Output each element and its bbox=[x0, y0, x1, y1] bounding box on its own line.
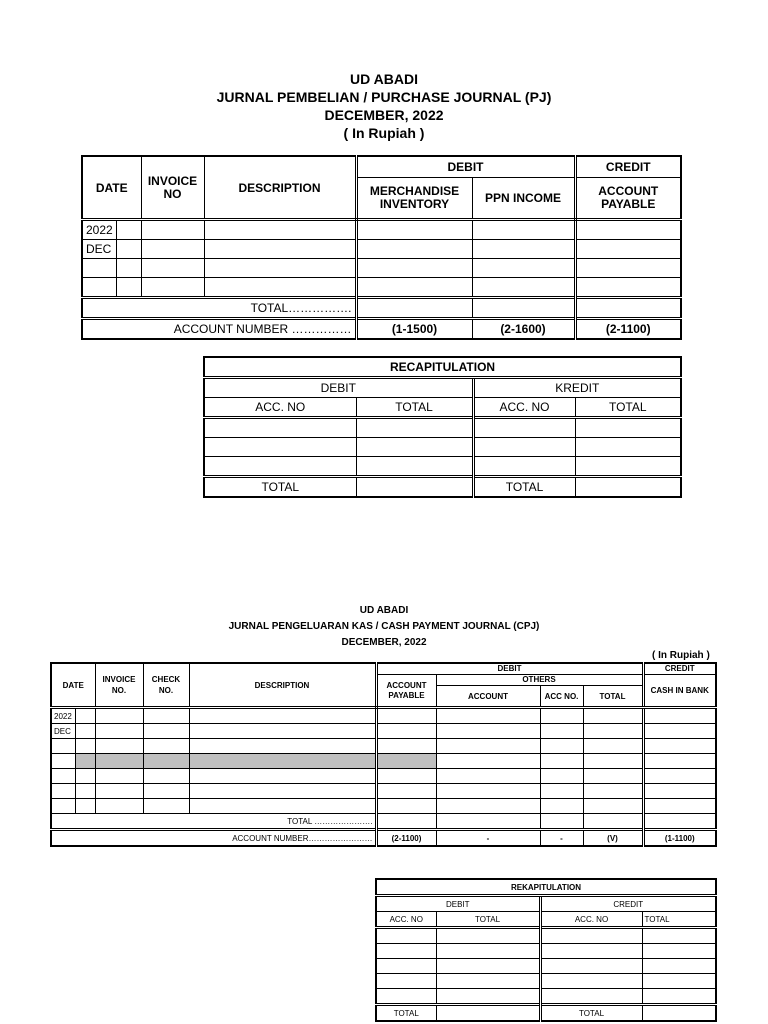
cpj-col-total: TOTAL bbox=[583, 686, 643, 708]
row-date: DEC bbox=[51, 724, 75, 739]
recap2-footer-total-right: TOTAL bbox=[540, 1005, 642, 1022]
table-row bbox=[82, 220, 681, 240]
table-row bbox=[82, 240, 681, 259]
table-row bbox=[204, 418, 681, 438]
cpj-title: JURNAL PENGELUARAN KAS / CASH PAYMENT JOURNAL (CPJ) bbox=[228, 621, 540, 632]
cpj-col-credit: CREDIT bbox=[643, 663, 716, 675]
col-ppn-income: PPN INCOME bbox=[472, 178, 575, 220]
cpj-col-account: ACCOUNT bbox=[436, 686, 540, 708]
cpj-col-description: DESCRIPTION bbox=[189, 663, 376, 708]
recap-kredit: KREDIT bbox=[473, 378, 681, 398]
row-date: 2022 bbox=[82, 220, 116, 240]
pj-currency: ( In Rupiah ) bbox=[343, 125, 425, 141]
col-date: DATE bbox=[82, 156, 141, 220]
cpj-acc-account: - bbox=[436, 830, 540, 847]
recap2-debit: DEBIT bbox=[376, 896, 540, 912]
table-row bbox=[51, 769, 716, 784]
pj-company: UD ABADI bbox=[350, 71, 418, 87]
account-number-row bbox=[82, 319, 681, 340]
recap2-credit-total: TOTAL bbox=[642, 912, 716, 928]
cpj-col-cash-in-bank: CASH IN BANK bbox=[643, 675, 716, 708]
pj-title: JURNAL PEMBELIAN / PURCHASE JOURNAL (PJ) bbox=[216, 89, 552, 105]
recap-title: RECAPITULATION bbox=[204, 357, 681, 378]
recap-footer-total-right: TOTAL bbox=[473, 477, 575, 498]
recap2-debit-acc-no: ACC. NO bbox=[376, 912, 436, 928]
total-row bbox=[51, 814, 716, 830]
table-row bbox=[376, 928, 716, 944]
table-row bbox=[51, 754, 716, 769]
cpj-acc-cash-in-bank: (1-1100) bbox=[643, 830, 716, 847]
cpj-period: DECEMBER, 2022 bbox=[341, 637, 427, 648]
table-row bbox=[82, 278, 681, 298]
pj-header bbox=[0, 70, 768, 142]
col-debit: DEBIT bbox=[356, 156, 575, 178]
table-row bbox=[204, 438, 681, 457]
cpj-col-debit: DEBIT bbox=[376, 663, 643, 675]
cpj-total-label: TOTAL …………………. bbox=[51, 814, 376, 830]
account-number-row bbox=[51, 830, 716, 847]
table-row bbox=[376, 959, 716, 974]
acc-merchandise-inventory: (1-1500) bbox=[356, 319, 472, 340]
cpj-col-account-payable: ACCOUNT PAYABLE bbox=[376, 675, 436, 708]
row-date: DEC bbox=[82, 240, 116, 259]
table-row bbox=[51, 739, 716, 754]
recap-kredit-total: TOTAL bbox=[575, 398, 681, 418]
recap-kredit-acc-no: ACC. NO bbox=[473, 398, 575, 418]
table-row bbox=[51, 724, 716, 739]
total-label: TOTAL……………. bbox=[82, 298, 356, 319]
table-row bbox=[51, 708, 716, 724]
cpj-header bbox=[0, 603, 768, 651]
table-row bbox=[82, 259, 681, 278]
recap-debit-acc-no: ACC. NO bbox=[204, 398, 356, 418]
table-row bbox=[51, 799, 716, 814]
purchase-journal-table bbox=[81, 155, 682, 340]
table-row bbox=[204, 457, 681, 477]
col-invoice-no: INVOICE NO bbox=[141, 156, 204, 220]
recap2-credit: CREDIT bbox=[540, 896, 716, 912]
account-number-label: ACCOUNT NUMBER …………… bbox=[82, 319, 356, 340]
cpj-col-others: OTHERS bbox=[436, 675, 643, 686]
cpj-currency: ( In Rupiah ) bbox=[652, 650, 710, 661]
table-row bbox=[376, 989, 716, 1005]
recap2-footer-total-left: TOTAL bbox=[376, 1005, 436, 1022]
table-row bbox=[376, 944, 716, 959]
acc-account-payable: (2-1100) bbox=[575, 319, 681, 340]
recap-debit: DEBIT bbox=[204, 378, 473, 398]
cpj-acc-total: (V) bbox=[583, 830, 643, 847]
cpj-col-date: DATE bbox=[51, 663, 95, 708]
cpj-acc-acc-no: - bbox=[540, 830, 583, 847]
col-credit: CREDIT bbox=[575, 156, 681, 178]
cash-payment-journal-table bbox=[50, 662, 717, 847]
cpj-col-check-no: CHECK NO. bbox=[143, 663, 189, 708]
recap2-title: REKAPITULATION bbox=[376, 879, 716, 896]
recapitulation-table bbox=[203, 356, 682, 498]
col-merchandise-inventory: MERCHANDISE INVENTORY bbox=[356, 178, 472, 220]
col-account-payable: ACCOUNT PAYABLE bbox=[575, 178, 681, 220]
acc-ppn-income: (2-1600) bbox=[472, 319, 575, 340]
recap2-debit-total: TOTAL bbox=[436, 912, 540, 928]
col-description: DESCRIPTION bbox=[204, 156, 356, 220]
recap-footer-total-left: TOTAL bbox=[204, 477, 356, 498]
cpj-account-number-label: ACCOUNT NUMBER…………………… bbox=[51, 830, 376, 847]
cpj-acc-account-payable: (2-1100) bbox=[376, 830, 436, 847]
cpj-company: UD ABADI bbox=[359, 605, 409, 616]
total-row bbox=[82, 298, 681, 319]
recap-debit-total: TOTAL bbox=[356, 398, 473, 418]
cpj-col-invoice-no: INVOICE NO. bbox=[95, 663, 143, 708]
total-row bbox=[204, 477, 681, 498]
pj-period: DECEMBER, 2022 bbox=[324, 107, 444, 123]
rekapitulation-table bbox=[375, 878, 717, 1022]
total-row bbox=[376, 1005, 716, 1022]
cpj-col-acc-no: ACC NO. bbox=[540, 686, 583, 708]
row-date: 2022 bbox=[51, 708, 75, 724]
table-row bbox=[376, 974, 716, 989]
recap2-credit-acc-no: ACC. NO bbox=[540, 912, 642, 928]
table-row bbox=[51, 784, 716, 799]
